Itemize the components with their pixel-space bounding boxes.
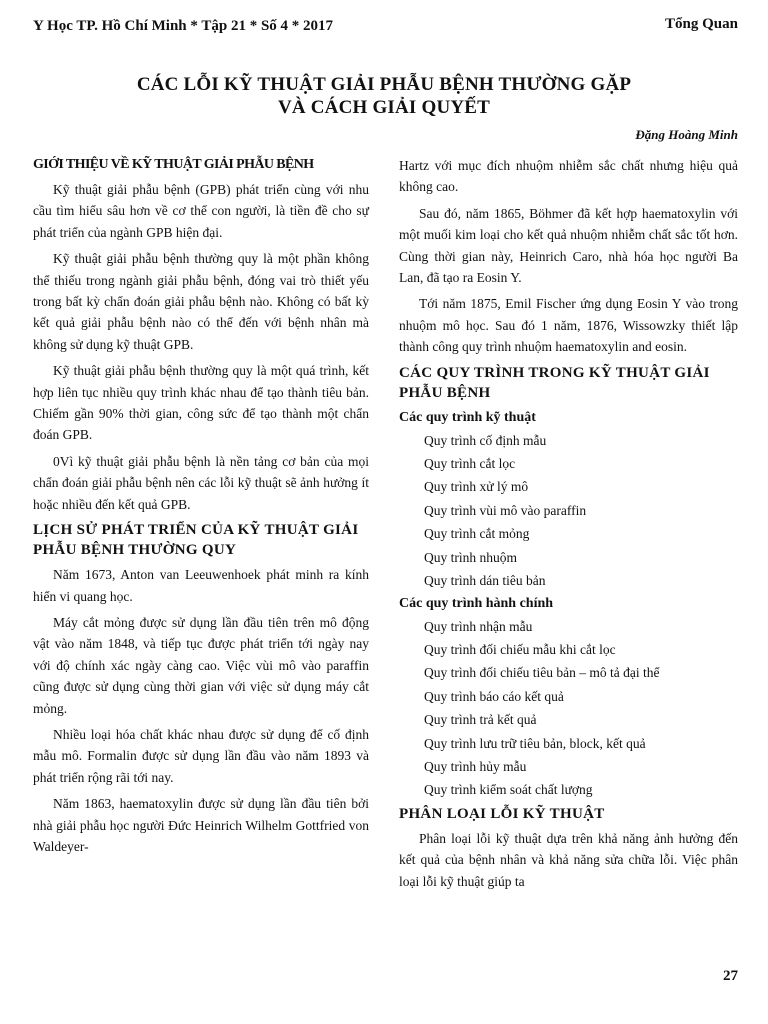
- admin-procedures-heading: Các quy trình hành chính: [399, 595, 554, 611]
- page-number: 27: [723, 968, 738, 984]
- paragraph: Máy cắt mỏng được sử dụng lần đầu tiên trên mô động vật vào năm 1848, và tiếp tục được phát triển tới ngày nay với độ chính xác ngày càng cao. Việc vùi mô vào paraffin cũng được sử dụng cùng thời gian với việc sử dụng máy cắt mỏng.: [33, 614, 369, 716]
- history-heading: LỊCH SỬ PHÁT TRIỂN CỦA KỸ THUẬT GIẢI PHẪU BỆNH THƯỜNG QUY: [33, 522, 359, 559]
- list-item: Quy trình vùi mô vào paraffin: [424, 502, 587, 518]
- title-line-1: CÁC LỖI KỸ THUẬT GIẢI PHẪU BỆNH THƯỜNG GẶP: [136, 74, 632, 95]
- journal-info: Y Học TP. Hồ Chí Minh * Tập 21 * Số 4 * 2017: [33, 18, 334, 34]
- section-label: Tổng Quan: [665, 16, 738, 32]
- list-item: Quy trình xử lý mô: [424, 479, 529, 495]
- list-item: Quy trình đối chiếu mẫu khi cắt lọc: [424, 641, 616, 657]
- classification-heading: PHÂN LOẠI LỖI KỸ THUẬT: [399, 805, 605, 822]
- article-title: [40, 73, 728, 119]
- admin-procedures-list: [399, 615, 738, 802]
- list-item: Quy trình cắt lọc: [424, 456, 516, 472]
- list-item: Quy trình kiểm soát chất lượng: [424, 782, 593, 798]
- left-column: [33, 155, 369, 862]
- list-item: Quy trình lưu trữ tiêu bản, block, kết quả: [424, 735, 646, 751]
- list-item: Quy trình cố định mẫu: [424, 432, 547, 448]
- paragraph: 0Vì kỹ thuật giải phẫu bệnh là nền tảng cơ bản của mọi chẩn đoán giải phẫu bệnh nên các lỗi kỹ thuật sẽ ảnh hưởng ít hoặc nhiều đến kết quả GPB.: [33, 453, 369, 512]
- list-item: Quy trình đối chiếu tiêu bản – mô tả đại thể: [424, 665, 660, 681]
- paragraph: Năm 1863, haematoxylin được sử dụng lần đầu tiên bởi nhà giải phẫu học người Đức Heinrich Wilhelm Gottfried von Waldeyer-: [33, 796, 369, 854]
- paragraph: Kỹ thuật giải phẫu bệnh thường quy là một quá trình, kết hợp liên tục nhiều quy trình khác nhau để tạo thành tiêu bản. Chiếm gần 90% thời gian, công sức để tạo thành một chẩn đoán GPB.: [33, 363, 369, 443]
- author-name: Đặng Hoàng Minh: [635, 127, 738, 142]
- list-item: Quy trình báo cáo kết quả: [424, 688, 564, 704]
- list-item: Quy trình hủy mẫu: [424, 758, 527, 774]
- procedures-heading: CÁC QUY TRÌNH TRONG KỸ THUẬT GIẢI PHẪU BỆNH: [399, 364, 710, 401]
- right-column: [399, 155, 738, 897]
- paragraph: Phân loại lỗi kỹ thuật dựa trên khả năng ảnh hưởng đến kết quả của bệnh nhân và khả năng sửa chữa lỗi. Việc phân loại lỗi kỹ thuật giúp ta: [399, 830, 738, 889]
- running-header: [33, 14, 738, 38]
- paragraph: Nhiều loại hóa chất khác nhau được sử dụng để cố định mẫu mô. Formalin được sử dụng lần đầu vào năm 1893 và phát triển rộng rãi tới nay.: [33, 726, 369, 785]
- technical-procedures-heading: Các quy trình kỹ thuật: [399, 409, 536, 425]
- paragraph: Sau đó, năm 1865, Böhmer đã kết hợp haematoxylin với một muối kim loại cho kết quả nhuộm nhiễm chất sắc tốt hơn. Cùng thời gian này, Heinrich Caro, nhà hóa học người Ba Lan, đã tạo ra Eosin Y.: [399, 205, 738, 286]
- list-item: Quy trình nhuộm: [424, 549, 517, 565]
- list-item: Quy trình cắt mỏng: [424, 526, 530, 542]
- list-item: Quy trình nhận mẫu: [424, 618, 533, 634]
- list-item: Quy trình trả kết quả: [424, 712, 537, 728]
- technical-procedures-list: [399, 429, 738, 593]
- intro-heading: GIỚI THIỆU VỀ KỸ THUẬT GIẢI PHẪU BỆNH: [33, 157, 314, 172]
- paragraph: Kỹ thuật giải phẫu bệnh (GPB) phát triển cùng với nhu cầu tìm hiểu sâu hơn về cơ thể con người, là tiền đề cho sự phát triển của ngành GPB hiện đại.: [33, 182, 369, 240]
- paragraph: Tới năm 1875, Emil Fischer ứng dụng Eosin Y vào trong nhuộm mô học. Sau đó 1 năm, 1876, Wissowzky thiết lập thành công quy trình nhuộm haematoxylin and eosin.: [399, 296, 738, 355]
- list-item: Quy trình dán tiêu bản: [424, 573, 546, 589]
- paragraph-continued: Hartz với mục đích nhuộm nhiễm sắc chất nhưng hiệu quả không cao.: [399, 158, 738, 195]
- paragraph: Năm 1673, Anton van Leeuwenhoek phát minh ra kính hiển vi quang học.: [33, 567, 369, 604]
- title-line-2: VÀ CÁCH GIẢI QUYẾT: [277, 97, 491, 118]
- paragraph: Kỹ thuật giải phẫu bệnh thường quy là một phần không thể thiếu trong ngành giải phẫu bệnh, đóng vai trò thiết yếu trong bất kỳ chẩn đoán giải phẫu bệnh nào. Không có bất kỳ kết quả giải phẫu bệnh nào có thể đến với bệnh nhân mà không sử dụng kỹ thuật GPB.: [33, 251, 369, 352]
